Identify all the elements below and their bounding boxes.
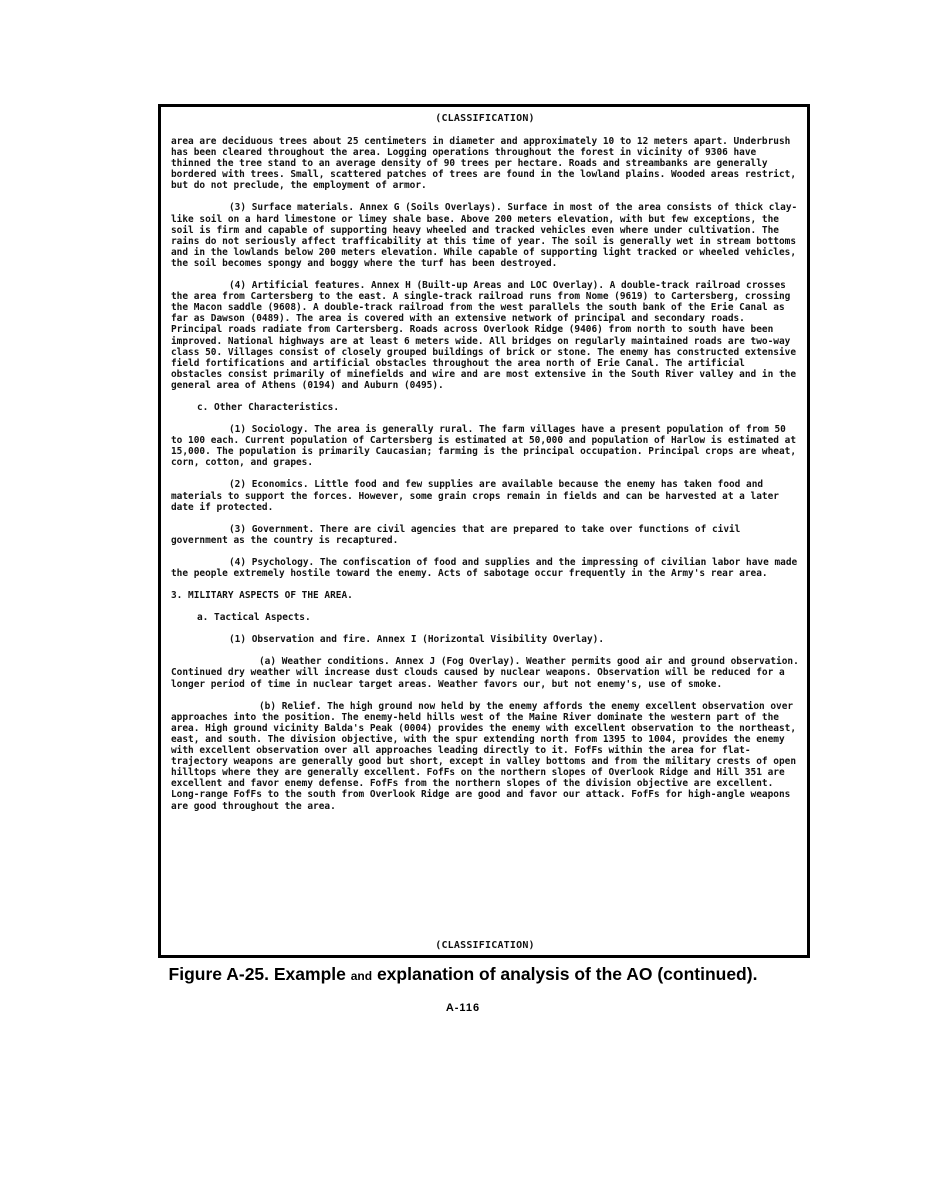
paragraph-surface-materials: (3) Surface materials. Annex G (Soils Overlays). Surface in most of the area consists of thick clay-like soil on a hard limestone or limey shale base. Above 200 meters elevation, with but few exceptions, the soil is firm and capable of supporting heavy wheeled and tracked vehicles even where under cultivation. The rains do not seriously affect trafficability at this time of year. The soil is generally wet in stream bottoms and in the lowlands below 200 meters elevation. While capable of supporting light tracked or wheeled vehicles, the soil becomes spongy and boggy where the turf has been destroyed. — [171, 202, 798, 269]
paragraph-economics: (2) Economics. Little food and few supplies are available because the enemy has taken food and materials to support the forces. However, some grain crops remain in fields and can be harvested at a later date if protected. — [171, 479, 779, 513]
paragraph-relief: (b) Relief. The high ground now held by the enemy affords the enemy excellent observation over approaches into the position. The enemy-held hills west of the Maine River dominate the western part of the area. High ground vicinity Balda's Peak (0004) provides the enemy with excellent observation to the northeast, east, and south. The division objective, with the spur extending north from 1395 to 1004, provides the enemy with excellent observation over all approaches leading directly to it. FofFs within the area for flat-trajectory weapons are generally good but short, except in valley bottoms and from the military crests of open hilltops where they are generally excellent. FofFs on the northern slopes of Overlook Ridge and Hill 351 are excellent and favor enemy defense. FofFs from the northern slopes of the division objective are excellent. Long-range FofFs to the south from Overlook Ridge are good and favor our attack. FofFs for high-angle weapons are good throughout the area. — [171, 700, 797, 812]
paragraph-vegetation: area are deciduous trees about 25 centimeters in diameter and approximately 10 to 12 meters apart. Underbrush has been cleared throughout the area. Logging operations throughout the forest in vicinity of 9306 have thinned the tree stand to an average density of 90 trees per hectare. Roads and streambanks are generally bordered with trees. Small, scattered patches of trees are found in the lowland plains. Wooded areas restrict, but do not preclude, the employment of armor. — [171, 136, 797, 192]
caption-part-3: explanation of analysis of the AO (continued). — [372, 964, 758, 984]
heading-other-characteristics: c. Other Characteristics. — [197, 401, 340, 413]
caption-part-2: and — [350, 969, 373, 983]
figure-caption — [0, 964, 926, 985]
paragraph-sociology: (1) Sociology. The area is generally rural. The farm villages have a present population of from 50 to 100 each. Current population of Cartersberg is estimated at 50,000 and population of Harlow is estimated at 15,000. The population is primarily Caucasian; farming is the principal occupation. Principal crops are wheat, corn, cotton, and grapes. — [171, 424, 797, 469]
caption-part-1: Figure A-25. Example — [168, 964, 351, 984]
document-frame — [158, 104, 810, 958]
classification-header: (CLASSIFICATION) — [435, 113, 535, 124]
heading-observation-and-fire: (1) Observation and fire. Annex I (Horizontal Visibility Overlay). — [229, 634, 605, 646]
paragraph-government: (3) Government. There are civil agencies that are prepared to take over functions of civil government as the country is recaptured. — [171, 523, 741, 546]
heading-tactical-aspects: a. Tactical Aspects. — [197, 612, 311, 624]
heading-military-aspects: 3. MILITARY ASPECTS OF THE AREA. — [171, 590, 353, 602]
classification-footer: (CLASSIFICATION) — [435, 940, 535, 951]
paragraph-psychology: (4) Psychology. The confiscation of food and supplies and the impressing of civilian labor have made the people extremely hostile toward the enemy. Acts of sabotage occur frequently in the Army's rear area. — [171, 556, 798, 579]
paragraph-artificial-features: (4) Artificial features. Annex H (Built-up Areas and LOC Overlay). A double-track railroad crosses the area from Cartersberg to the east. A single-track railroad runs from Nome (9619) to Cartersberg, crossing the Macon saddle (9608). A double-track railroad from the west parallels the south bank of the Erie Canal as far as Dawson (0489). The area is covered with an extensive network of principal and secondary roads. Principal roads radiate from Cartersberg. Roads across Overlook Ridge (9406) from north to south have been improved. National highways are at least 6 meters wide. All bridges on regularly maintained roads are two-way class 50. Villages consist of closely grouped buildings of brick or stone. The enemy has constructed extensive field fortifications and artificial obstacles throughout the area north of Erie Canal. The artificial obstacles consist primarily of minefields and wire and are most extensive in the South River valley and in the general area of Athens (0194) and Auburn (0495). — [171, 280, 797, 391]
page-number: A-116 — [445, 1002, 481, 1014]
document-body — [171, 113, 799, 951]
paragraph-weather-conditions: (a) Weather conditions. Annex J (Fog Overlay). Weather permits good air and ground observation. Continued dry weather will increase dust clouds caused by nuclear weapons. Observation will be reduced for a longer period of time in nuclear target areas. Weather favors our, but not enemy's, use of smoke. — [171, 656, 799, 690]
